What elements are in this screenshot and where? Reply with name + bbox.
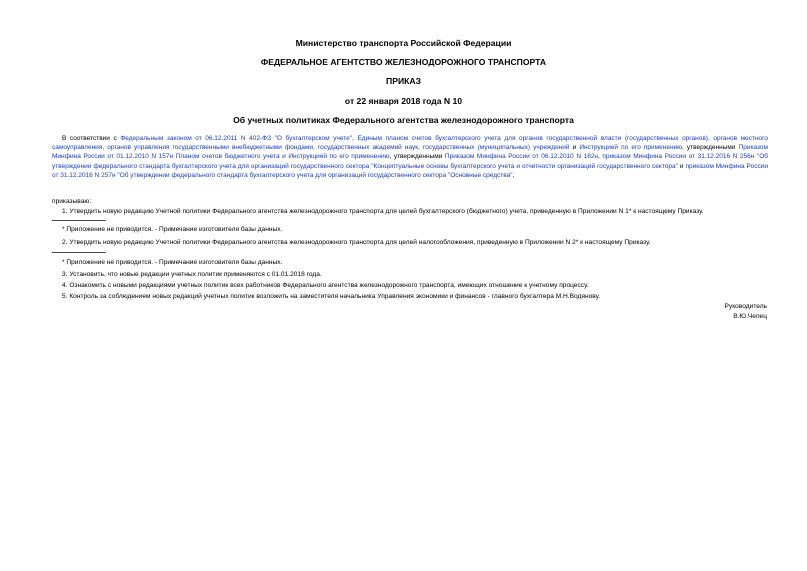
footnote-1: * Приложение не приводится. - Примечание изготовителя базы данных. [62,226,283,233]
agency-heading: ФЕДЕРАЛЬНОЕ АГЕНТСТВО ЖЕЛЕЗНОДОРОЖНОГО ТРАНСПОРТА [260,57,547,67]
preamble-text: , [598,153,603,161]
link-federal-law-402[interactable]: Федеральным законом от 06.12.2011 N 402-ФЗ "О бухгалтерском учете" [120,135,353,142]
signature-name: В.Ю.Чепец [733,313,767,320]
link-instruction[interactable]: Инструкцией по его применению [579,144,683,152]
link-budget-chart-of-accounts[interactable]: Планом счетов бюджетного учета и Инструкцией по его применению [175,153,390,161]
document-type: ПРИКАЗ [386,76,421,86]
footnote-divider [52,220,106,221]
order-item-3: 3. Установить, что новые редакции учетных политик применяются с 01.01.2018 года. [62,271,322,278]
order-word: приказываю: [52,198,92,205]
link-order-157n[interactable]: Приказом Минфина России от 01.12.2010 N 157н [52,144,768,161]
preamble-text: и [677,162,686,170]
order-item-5: 5. Контроль за соблюдением новых редакций учетных политик возложить на заместителя начальника Управления экономики и финансов - главного бухгалтера М.Н.Водянову. [62,293,601,300]
link-order-256n[interactable]: приказом Минфина России от 31.12.2016 N 256н "Об утверждении федерального стандарта бухгалтерского учета для организаций государственного сектора "Концептуальные основы бухгалтерского учета и отчетности организаций государственного сектора" [52,153,768,170]
ministry-heading: Министерство транспорта Российской Федерации [295,38,512,48]
document-date-number: от 22 января 2018 года N 10 [344,96,463,106]
order-item-2: 2. Утвердить новую редакцию Учетной политики Федерального агентства железнодорожного транспорта для целей налогообложения, приведенную в Приложении N 2* к настоящему Приказу. [62,239,651,246]
link-order-162n[interactable]: Приказом Минфина России от 06.12.2010 N 162н [444,153,599,161]
preamble-text: , утвержденными [682,144,739,152]
preamble-text: , [512,171,515,179]
document-title: Об учетных политиках Федерального агентства железнодорожного транспорта [233,115,574,125]
link-unified-chart-of-accounts[interactable]: Единым планом счетов бухгалтерского учета для органов государственной власти (государственных органов), органов местного самоуправления, органов управления государственными внебюджетными фондами, государственных академий наук, государственных (муниципальных) учреждений [52,135,769,152]
signature-role: Руководитель [724,303,767,310]
preamble-text: , [352,135,358,142]
footnote-2: * Приложение не приводится. - Примечание изготовителя базы данных. [62,259,283,266]
order-item-1: 1. Утвердить новую редакцию Учетной политики Федерального агентства железнодорожного транспорта для целей бухгалтерского (бюджетного) учета, приведенную в Приложении N 1* к настоящему Приказу. [62,208,704,215]
footnote-divider [52,252,106,253]
link-order-257n[interactable]: приказом Минфина России от 31.12.2016 N 257н "Об утверждении федерального стандарта бухгалтерского учета для организаций государственного сектора "Основные средства" [52,162,768,179]
order-item-4: 4. Ознакомить с новыми редакциями учетных политик всех работников Федерального агентства железнодорожного транспорта, имеющих отношение к учетному процессу. [62,282,589,289]
preamble-text: , утвержденными [389,153,445,161]
preamble-text: и [569,144,580,152]
preamble-text: В соответствии с [62,135,121,142]
preamble-paragraph [52,134,768,180]
